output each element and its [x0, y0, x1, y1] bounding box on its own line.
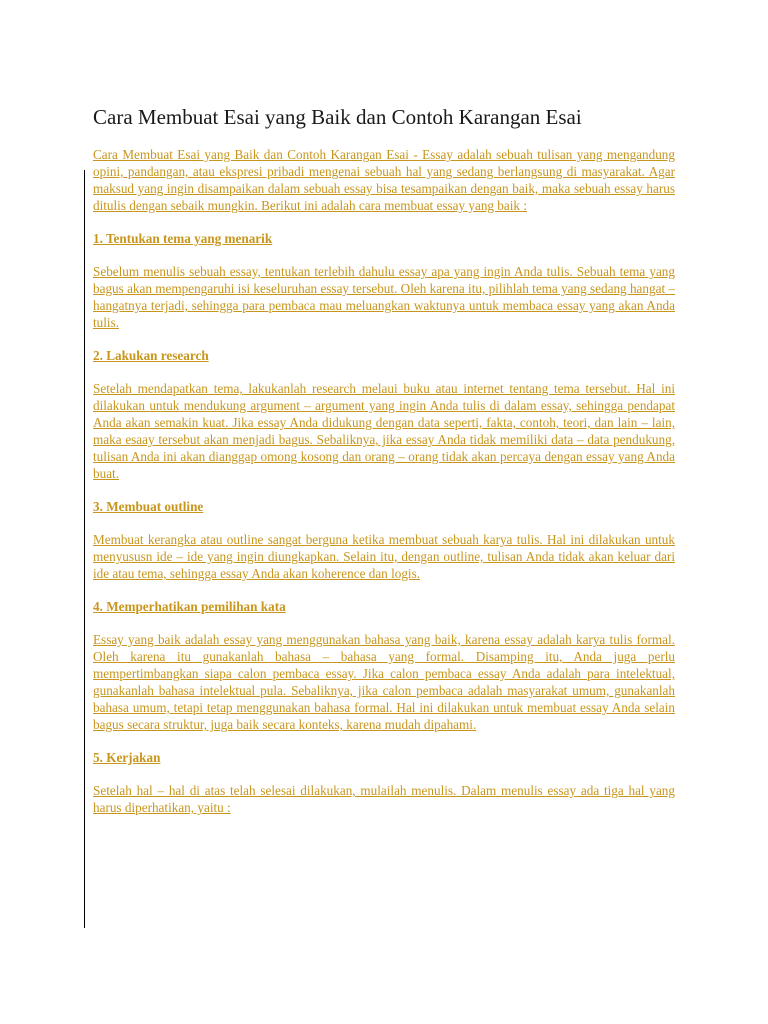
section-heading-5 — [93, 749, 675, 766]
section-heading-1 — [93, 230, 675, 247]
intro-paragraph — [93, 146, 675, 214]
section-body-4 — [93, 631, 675, 733]
document-body — [93, 104, 675, 832]
section-body-link[interactable]: Membuat kerangka atau outline sangat berguna ketika membuat sebuah karya tulis. Hal ini dilakukan untuk menyususn ide – ide yang ingin diungkapkan. Selain itu, dengan outline, tulisan Anda tidak akan keluar dari ide atau tema, sehingga essay Anda akan koherence dan logis. — [93, 532, 675, 581]
document-title: Cara Membuat Esai yang Baik dan Contoh Karangan Esai — [93, 105, 582, 129]
section-body-link[interactable]: Setelah hal – hal di atas telah selesai dilakukan, mulailah menulis. Dalam menulis essay ada tiga hal yang harus diperhatikan, yaitu : — [93, 783, 675, 815]
section-heading-2 — [93, 347, 675, 364]
section-heading-link[interactable]: 2. Lakukan research — [93, 348, 209, 363]
section-body-link[interactable]: Essay yang baik adalah essay yang menggunakan bahasa yang baik, karena essay adalah karya tulis formal. Oleh karena itu gunakanlah bahasa – bahasa yang formal. Disamping itu, Anda juga perlu mempertimbangkan siapa calon pembaca essay. Jika calon pembaca essay Anda adalah para intelektual, gunakanlah bahasa intelektual pula. Sebaliknya, jika calon pembaca adalah masyarakat umum, gunakanlah bahasa umum, tetapi tetap menggunakan bahasa formal. Hal ini dilakukan untuk membuat essay Anda selain bagus secara struktur, juga baik secara konteks, karena mudah dipahami. — [93, 632, 675, 732]
section-heading-link[interactable]: 5. Kerjakan — [93, 750, 161, 765]
page-edge-line — [84, 170, 85, 928]
section-body-2 — [93, 380, 675, 482]
section-heading-link[interactable]: 1. Tentukan tema yang menarik — [93, 231, 273, 246]
section-heading-link[interactable]: 3. Membuat outline — [93, 499, 204, 514]
section-heading-link[interactable]: 4. Memperhatikan pemilihan kata — [93, 599, 286, 614]
intro-link[interactable]: Cara Membuat Esai yang Baik dan Contoh Karangan Esai - Essay adalah sebuah tulisan yang mengandung opini, pandangan, atau ekspresi pribadi mengenai sebuah hal yang sedang berlangsung di masyarakat. Agar maksud yang ingin disampaikan dalam sebuah essay bisa tesampaikan dengan baik, maka sebuah essay harus ditulis dengan sebaik mungkin. Berikut ini adalah cara membuat essay yang baik : — [93, 147, 675, 213]
section-body-1 — [93, 263, 675, 331]
section-heading-3 — [93, 498, 675, 515]
section-body-3 — [93, 531, 675, 582]
section-body-link[interactable]: Setelah mendapatkan tema, lakukanlah research melaui buku atau internet tentang tema tersebut. Hal ini dilakukan untuk mendukung argument – argument yang ingin Anda tulis di dalam essay, sehingga pendapat Anda akan semakin kuat. Jika essay Anda didukung dengan data seperti, fakta, contoh, teori, dan lain – lain, maka esaay tersebut akan menjadi bagus. Sebaliknya, jika essay Anda tidak memiliki data – data pendukung, tulisan Anda ini akan dianggap omong kosong dan orang – orang tidak akan percaya dengan essay yang Anda buat. — [93, 381, 675, 481]
section-heading-4 — [93, 598, 675, 615]
section-body-link[interactable]: Sebelum menulis sebuah essay, tentukan terlebih dahulu essay apa yang ingin Anda tulis. Sebuah tema yang bagus akan mempengaruhi isi keseluruhan essay tersebut. Oleh karena itu, pilihlah tema yang sedang hangat – hangatnya terjadi, sehingga para pembaca mau meluangkan waktunya untuk membaca essay yang akan Anda tulis. — [93, 264, 675, 330]
section-body-5 — [93, 782, 675, 816]
